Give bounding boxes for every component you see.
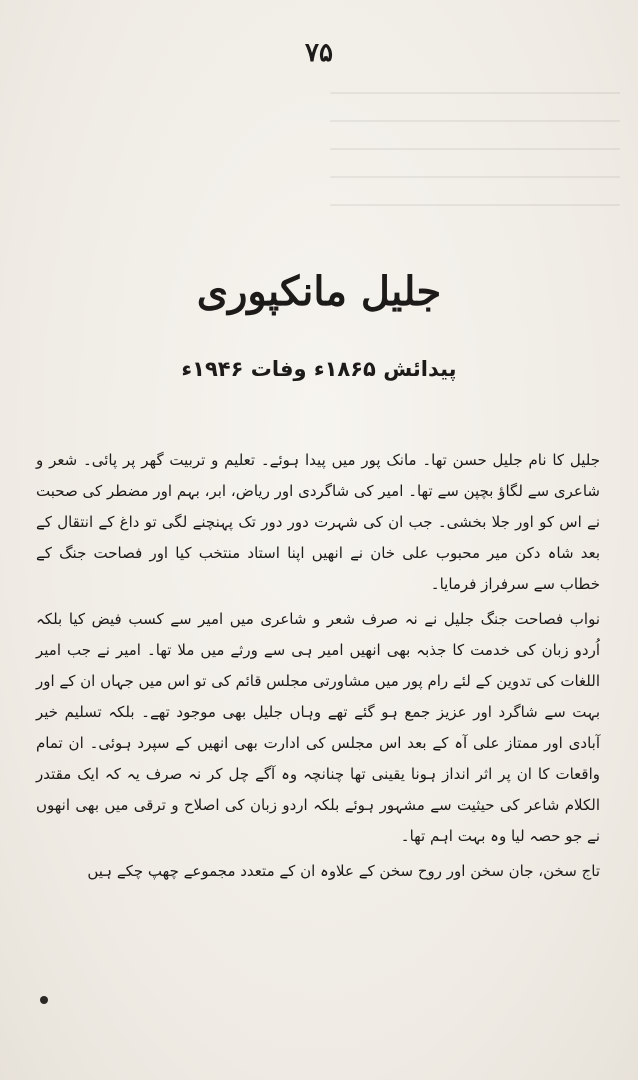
body-text xyxy=(36,445,600,887)
bleed-through-text xyxy=(330,92,620,252)
page-title: جلیل مانکپوری xyxy=(196,268,442,315)
paragraph-contributions: نواب فصاحت جنگ جلیل نے نہ صرف شعر و شاعری میں امیر سے کسب فیض کیا بلکہ اُردو زبان کی خدمت کا جذبہ بھی انھیں امیر ہی سے ورثے میں ملا تھا۔ امیر نے جب امیر اللغات کی تدوین کے لئے رام پور میں مشاورتی مجلس قائم کی تو اس میں جہاں ان کے اور بہت سے شاگرد اور عزیز جمع ہو گئے تھے وہاں جلیل بھی موجود تھے۔ بلکہ تسلیم خیر آبادی اور ممتاز علی آہ کے بعد اس مجلس کی ادارت بھی انھیں کے سپرد ہوئی۔ ان تمام واقعات کا ان پر اثر انداز ہونا یقینی تھا چنانچہ وہ آگے چل کر نہ صرف یہ کہ ایک مقتدر الکلام شاعر کی حیثیت سے مشہور ہوئے بلکہ اردو زبان کی اصلاح و ترقی میں بھی انھوں نے جو حصہ لیا وہ بہت اہم تھا۔ xyxy=(36,610,600,845)
paragraph-works: تاج سخن، جان سخن اور روح سخن کے علاوہ ان کے متعدد مجموعے چھپ چکے ہیں xyxy=(87,862,600,880)
page-number: ۷۵ xyxy=(305,38,333,68)
birth-death-dates: پیدائش ۱۸۶۵ء وفات ۱۹۴۶ء xyxy=(181,357,457,381)
paragraph-biography: جلیل کا نام جلیل حسن تھا۔ مانک پور میں پیدا ہوئے۔ تعلیم و تربیت گھر پر پائی۔ شعر و شاعری سے لگاؤ بچپن سے تھا۔ امیر کی شاگردی اور ریاض، ابر، بہم اور مضطر کی صحبت نے اس کو اور جلا بخشی۔ جب ان کی شہرت دور دور تک پہنچنے لگی تو داغ کے انتقال کے بعد شاہ دکن میر محبوب علی خان نے انھیں اپنا استاد منتخب کیا اور فصاحت جنگ کے خطاب سے سرفراز فرمایا۔ xyxy=(36,451,600,593)
margin-dot xyxy=(40,996,48,1004)
